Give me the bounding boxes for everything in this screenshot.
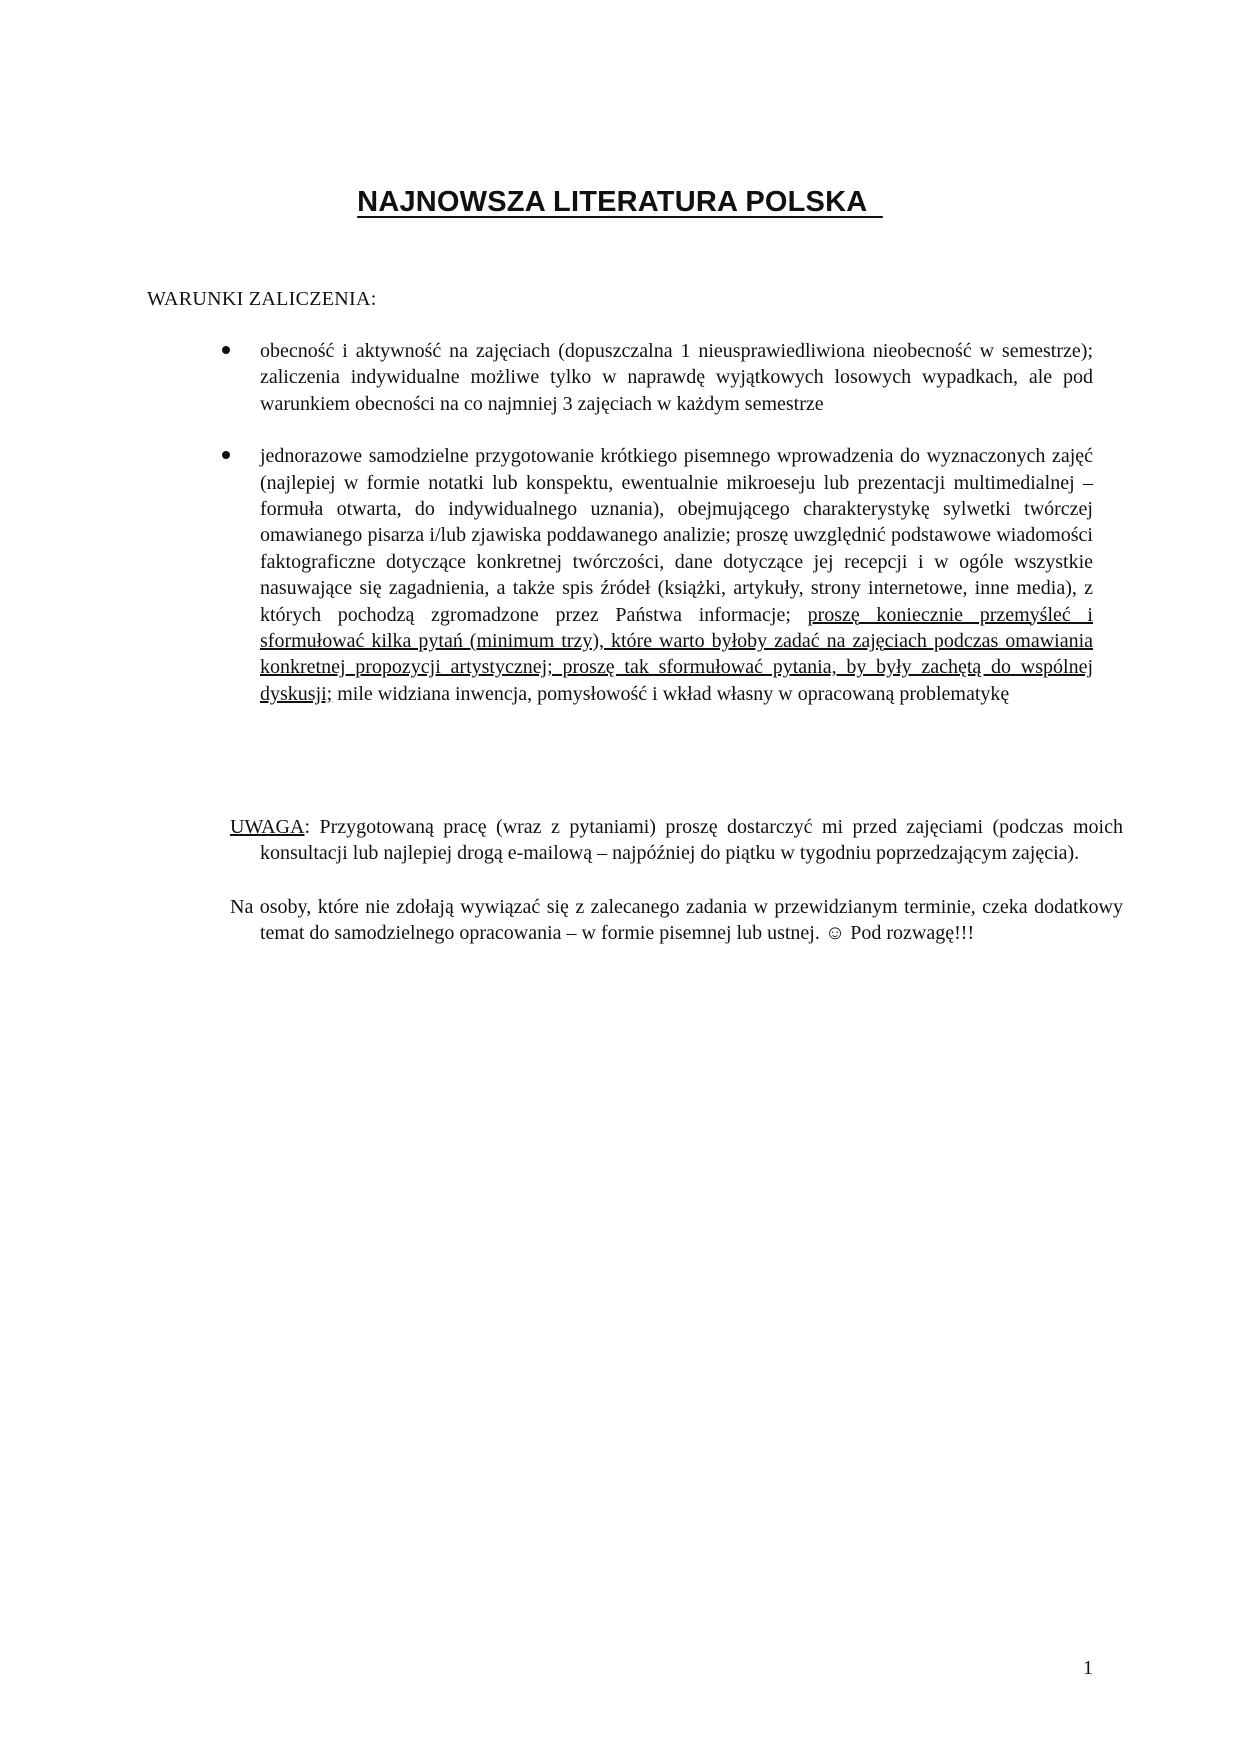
note-uwaga-text: : Przygotowaną pracę (wraz z pytaniami) proszę dostarczyć mi przed zajęciami (podczas moich konsultacji lub najlepiej drogą e-mailową – najpóźniej do piątku w tygodniu poprzedzającym zajęcia). — [260, 816, 1123, 865]
note-uwaga — [230, 814, 1123, 867]
list-item-text: obecność i aktywność na zajęciach (dopuszczalna 1 nieusprawiedliwiona nieobecność w semestrze); zaliczenia indywidualne możliwe tylko w naprawdę wyjątkowych losowych wypadkach, ale pod warunkiem obecności na co najmniej 3 zajęciach w każdym semestrze — [260, 340, 1093, 415]
page-title-text: NAJNOWSZA LITERATURA POLSKA — [357, 186, 883, 218]
list-item-text-after: mile widziana inwencja, pomysłowość i wkład własny w opracowaną problematykę — [332, 682, 1010, 705]
page-title — [0, 186, 1240, 219]
requirements-list — [200, 338, 1093, 707]
note-uwaga-label: UWAGA — [230, 816, 305, 838]
list-item — [200, 338, 1093, 417]
list-item-text-before: jednorazowe samodzielne przygotowanie krótkiego pisemnego wprowadzenia do wyznaczonych zajęć (najlepiej w formie notatki lub konspektu, ewentualnie mikroeseju lub prezentacji multimedialnej – formuła otwarta, do indywidualnego uznania), obejmującego charakterystykę sylwetki twórczej omawianego pisarza i/lub zjawiska poddawanego analizie; proszę uwzględnić podstawowe wiadomości faktograficzne dotyczące konkretnej twórczości, dane dotyczące jej recepcji i w ogóle wszystkie nasuwające się zagadnienia, a także spis źródeł (książki, artykuły, strony internetowe, inne media), z których pochodzą zgromadzone przez Państwa informacje; — [260, 445, 1093, 626]
page-number: 1 — [1083, 1657, 1093, 1679]
list-item-text-underlined: proszę koniecznie przemyśleć i sformułować kilka pytań (minimum trzy), które warto byłoby zadać na zajęciach podczas omawiania konkretnej propozycji artystycznej; proszę tak sformułować pytania, by były zachętą do wspólnej dyskusji; — [260, 603, 1093, 705]
note-osoby: Na osoby, które nie zdołają wywiązać się z zalecanego zadania w przewidzianym terminie, czeka dodatkowy temat do samodzielnego opracowania – w formie pisemnej lub ustnej. ☺ Pod rozwagę!!! — [230, 896, 1123, 945]
list-item — [200, 443, 1093, 707]
bullet-icon — [222, 451, 230, 459]
section-heading: WARUNKI ZALICZENIA: — [147, 288, 377, 310]
bullet-icon — [222, 346, 230, 354]
